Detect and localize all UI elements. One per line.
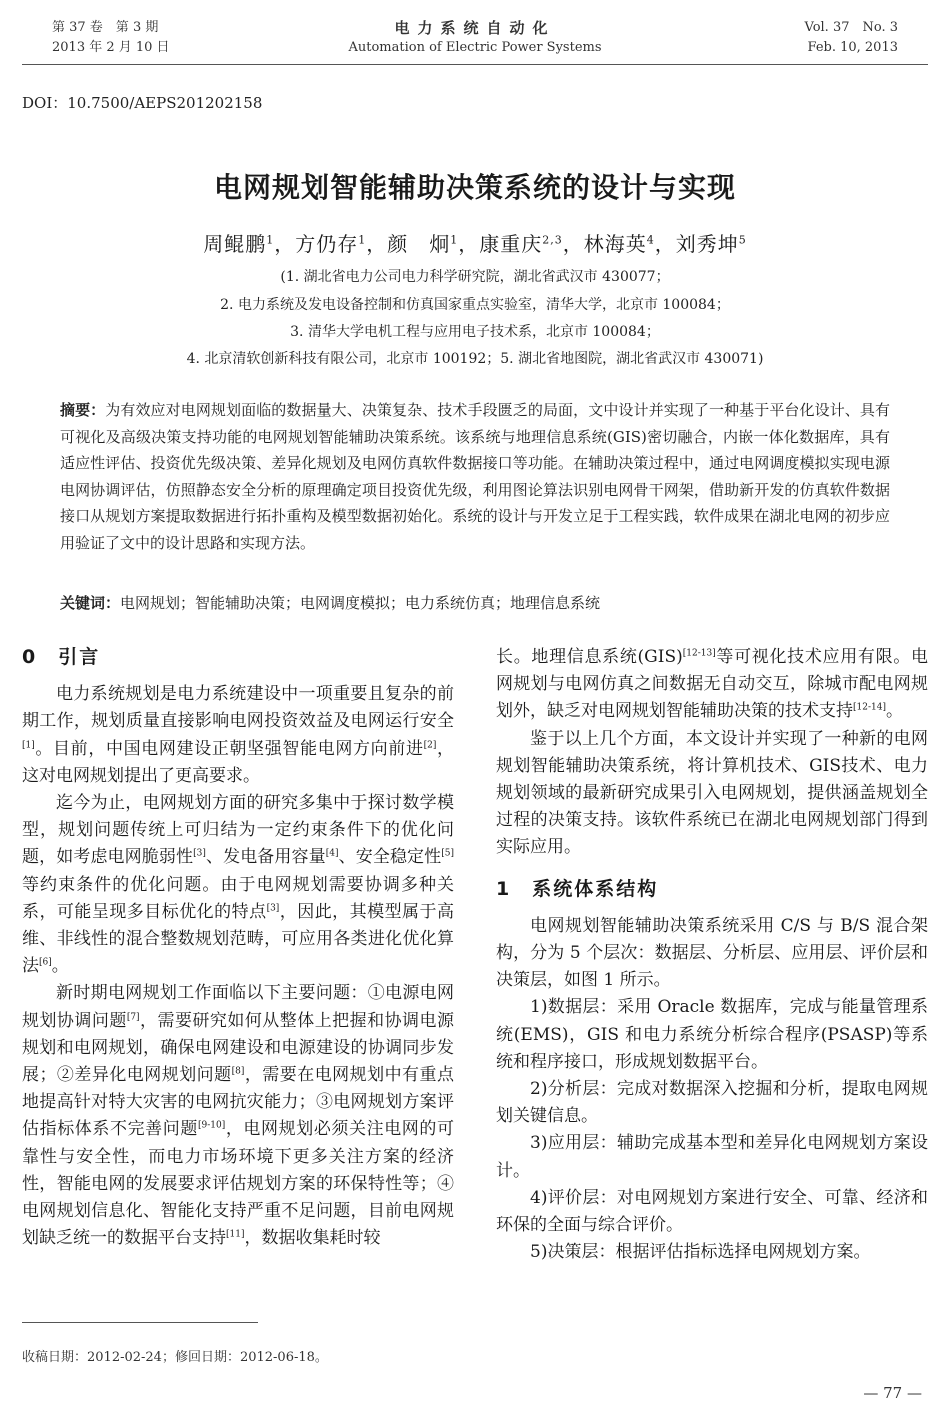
left-column (22, 644, 454, 1252)
author-affil-mark: 1 (450, 233, 459, 247)
paragraph: 电力系统规划是电力系统建设中一项重要且复杂的前期工作，规划质量直接影响电网投资效益及电网运行安全[1]。目前，中国电网建设正朝坚强智能电网方向前进[2]，这对电网规划提出了更高要求。 (22, 684, 455, 786)
citation: [12-13] (682, 648, 716, 659)
author: 康重庆 (479, 232, 543, 256)
paragraph: 新时期电网规划工作面临以下主要问题：①电源电网规划协调问题[7]，需要研究如何从整体上把握和协调电源规划和电网规划，确保电网建设和电源建设的协调同步发展；②差异化电网规划问题[8]，需要在电网规划中有重点地提高针对特大灾害的电网抗灾能力；③电网规划方案评估指标体系不完善问题[9-10]，电网规划必须关注电网的可靠性与安全性，而电力市场环境下更多关注方案的经济性，智能电网的发展要求评估规划方案的环保特性等；④电网规划信息化、智能化支持严重不足问题，目前电网规划缺乏统一的数据平台支持[11]，数据收集耗时较 (22, 983, 455, 1249)
keywords-text: 电网规划；智能辅助决策；电网调度模拟；电力系统仿真；地理信息系统 (120, 594, 601, 612)
page-number: — 77 — (863, 1384, 922, 1402)
citation: [11] (226, 1229, 245, 1240)
list-item: 2)分析层：完成对数据深入挖掘和分析，提取电网规划关键信息。 (496, 1079, 928, 1127)
affiliation-line: (1. 湖北省电力公司电力科学研究院，湖北省武汉市 430077； (280, 269, 670, 285)
abstract-label: 摘要： (60, 401, 106, 419)
author-affil-mark: 1 (358, 233, 367, 247)
citation: [9-10] (197, 1120, 226, 1131)
citation: [12-14] (853, 702, 886, 713)
author: 方仍存 (295, 232, 359, 256)
author-affil-mark: 4 (646, 233, 655, 247)
citation: [7] (126, 1011, 140, 1022)
footnote-received-date: 收稿日期：2012-02-24；修回日期：2012-06-18。 (22, 1350, 328, 1365)
paragraph: 鉴于以上几个方面，本文设计并实现了一种新的电网规划智能辅助决策系统，将计算机技术、GIS技术、电力规划领域的最新研究成果引入电网规划，提供涵盖规划全过程的决策支持。该软件系统已在湖北电网规划部门得到实际应用。 (496, 728, 928, 858)
keywords (60, 592, 600, 613)
list-item: 1)数据层：采用 Oracle 数据库，完成与能量管理系统(EMS)，GIS 和电力系统分析综合程序(PSASP)等系统和程序接口，形成规划数据平台。 (496, 997, 928, 1072)
right-column (496, 644, 928, 1266)
section-heading: 1 系统体系结构 (496, 877, 659, 900)
paragraph: 迄今为止，电网规划方面的研究多集中于探讨数学模型，规划问题传统上可归结为一定约束条件下的优化问题，如考虑电网脆弱性[3]、发电备用容量[4]、安全稳定性[5]等约束条件的优化问题。由于电网规划需要协调多种关系，可能呈现多目标优化的特点[3]，因此，其模型属于高维、非线性的混合整数规划范畴，可应用各类进化优化算法[6]。 (22, 793, 455, 977)
citation: [6] (39, 957, 52, 968)
header-date-cn: 2013 年 2 月 10 日 (52, 40, 170, 55)
author: 刘秀坤 (675, 232, 739, 256)
header-volume-en: Vol. 37 No. 3 (804, 20, 898, 35)
citation: [8] (231, 1066, 245, 1077)
author-affil-mark: 5 (738, 233, 747, 247)
citation: [3] (193, 848, 206, 859)
author: 周鲲鹏 (203, 232, 267, 256)
header-divider (22, 64, 928, 65)
list-item: 5)决策层：根据评估指标选择电网规划方案。 (530, 1242, 871, 1263)
doi: DOI：10.7500/AEPS201202158 (22, 94, 263, 112)
list-item: 4)评价层：对电网规划方案进行安全、可靠、经济和环保的全面与综合评价。 (496, 1187, 928, 1236)
abstract (60, 397, 890, 557)
keywords-label: 关键词： (60, 594, 121, 612)
journal-name-cn: 电力系统自动化 (394, 19, 556, 37)
citation: [3] (266, 903, 280, 914)
paragraph: 电网规划智能辅助决策系统采用 C/S 与 B/S 混合架构，分为 5 个层次：数据层、分析层、应用层、评价层和决策层，如图 1 所示。 (496, 915, 928, 991)
author-affil-mark: 2,3 (542, 233, 563, 247)
citation: [2] (423, 739, 437, 750)
list-item: 3)应用层：辅助完成基本型和差异化电网规划方案设计。 (496, 1133, 928, 1181)
abstract-text: 为有效应对电网规划面临的数据量大、决策复杂、技术手段匮乏的局面，文中设计并实现了一种基于平台化设计、具有可视化及高级决策支持功能的电网规划智能辅助决策系统。该系统与地理信息系统(GIS)密切融合，内嵌一体化数据库，具有适应性评估、投资优先级决策、差异化规划及电网仿真软件数据接口等功能。在辅助决策过程中，通过电网调度模拟实现电源电网协调评估，仿照静态安全分析的原理确定项目投资优先级，利用图论算法识别电网骨干网架，借助新开发的仿真软件数据接口从规划方案提取数据进行拓扑重构及模型数据初始化。系统的设计与开发立足于工程实践，软件成果在湖北电网的初步应用验证了文中的设计思路和实现方法。 (60, 401, 890, 552)
footnote-divider (22, 1322, 258, 1323)
author-list: 周鲲鹏$^1$，方仍存$^1$，颜 炯$^1$，康重庆$^{2,3}$，林海英$^4$，刘秀坤$^5$ (203, 232, 747, 256)
header-volume-issue: 第 37 卷 第 3 期 (52, 20, 159, 35)
paragraph: 长。地理信息系统(GIS)[12-13]等可视化技术应用有限。电网规划与电网仿真之间数据无自动交互，除城市配电网规划外，缺乏对电网规划智能辅助决策的技术支持[12-14]。 (496, 647, 928, 722)
paper-title: 电网规划智能辅助决策系统的设计与实现 (213, 171, 736, 204)
author: 颜 炯 (387, 232, 451, 256)
header-date-en: Feb. 10, 2013 (807, 40, 898, 55)
affiliation-line: 3. 清华大学电机工程与应用电子技术系，北京市 100084； (290, 324, 660, 340)
citation: [5] (441, 848, 455, 859)
affiliation-line: 2. 电力系统及发电设备控制和仿真国家重点实验室，清华大学，北京市 100084； (220, 297, 730, 313)
header-right (805, 18, 899, 58)
author-affil-mark: 1 (266, 233, 275, 247)
citation: [4] (325, 848, 339, 859)
journal-name-en: Automation of Electric Power Systems (348, 40, 602, 55)
author: 林海英 (583, 232, 647, 256)
citation: [1] (22, 739, 35, 750)
affiliation-line: 4. 北京清软创新科技有限公司，北京市 100192；5. 湖北省地图院，湖北省武汉市 430071) (186, 351, 764, 367)
section-heading: 0 引言 (22, 646, 101, 668)
